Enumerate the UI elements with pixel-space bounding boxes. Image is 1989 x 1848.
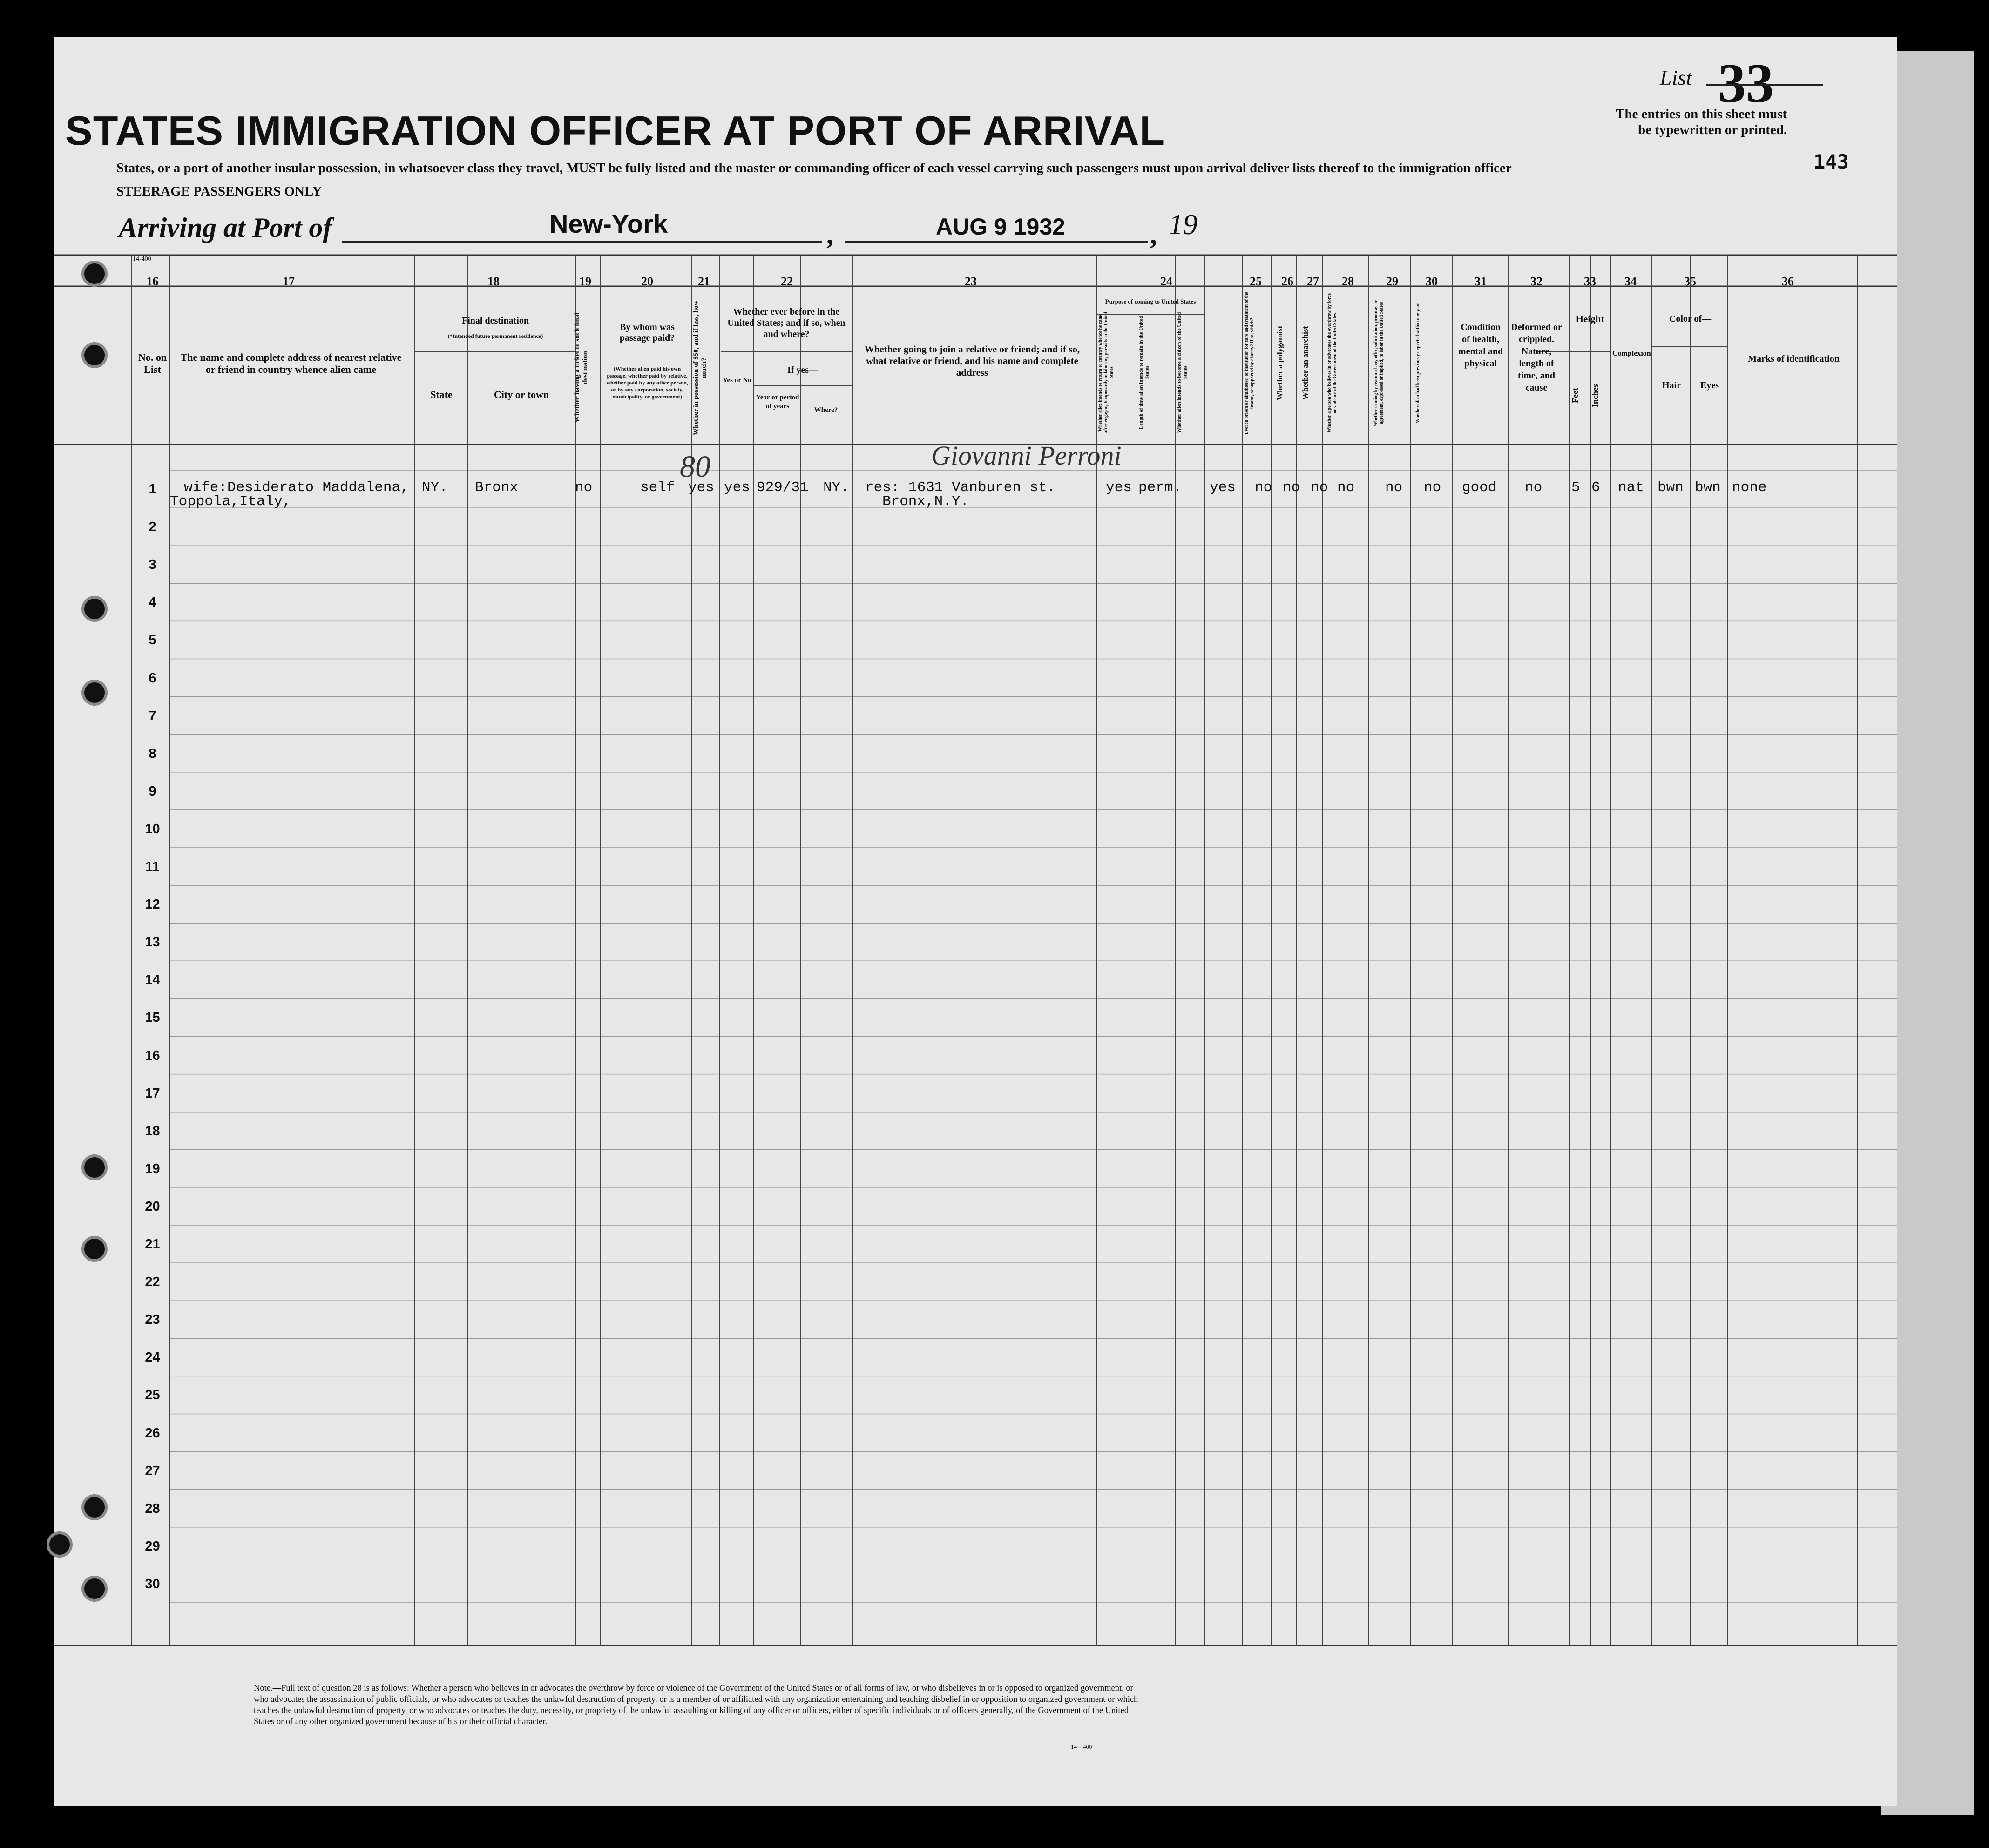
list-number: 33 [1718, 52, 1774, 114]
col-number-30: 30 [1426, 275, 1438, 288]
col-number-31: 31 [1475, 275, 1487, 288]
deformed-value: no [1525, 479, 1542, 496]
become-citizen-value: yes [1210, 479, 1236, 496]
row-number: 24 [145, 1350, 160, 1365]
page-title: STATES IMMIGRATION OFFICER AT PORT OF ARRIVAL [65, 108, 1165, 154]
col-number-16: 16 [146, 275, 159, 288]
col-number-28: 28 [1342, 275, 1354, 288]
row-number: 20 [145, 1199, 160, 1214]
entries-note-line2: be typewritten or printed. [1638, 122, 1787, 137]
header-become-citizen: Whether alien intends to become a citizen of the United States [1177, 312, 1188, 433]
header-final-destination-note: (*Intended future permanent residence) [447, 333, 543, 339]
complexion-value: nat [1618, 479, 1644, 496]
header-year: Year or period of years [756, 394, 799, 410]
year-prefix: 19 [1169, 209, 1197, 241]
hair-value: bwn [1658, 479, 1684, 496]
header-polygamist: Whether a polygamist [1275, 325, 1284, 401]
row-number: 27 [145, 1463, 160, 1478]
row-number: 8 [149, 746, 156, 761]
row-number: 26 [145, 1425, 160, 1441]
col-number-19: 19 [579, 275, 591, 288]
row-number: 13 [145, 935, 160, 950]
instructions-line: States, or a port of another insular possession, in whatsoever class they travel, MUST be fully listed and the master or commanding officer of each vessel carrying such passengers must upon arrival deliver lists thereof to the immigration officer [116, 161, 1512, 175]
header-return-country: Whether alien intends to return to country whence he came after engaging temporarily in laboring pursuits in the United States [1098, 312, 1114, 433]
joining-address: res: 1631 Vanburen st. [865, 479, 1056, 496]
entries-note-line1: The entries on this sheet must [1616, 107, 1787, 121]
destination-state: NY. [422, 479, 448, 496]
row-number: 4 [149, 595, 156, 610]
row-number: 12 [145, 897, 160, 912]
row-number: 21 [145, 1237, 160, 1252]
binder-hole [81, 1236, 108, 1262]
joining-handwritten-name: Giovanni Perroni [931, 440, 1122, 471]
row-number: 2 [149, 519, 156, 535]
binder-hole [81, 261, 108, 287]
paid-by-value: self [640, 479, 675, 496]
binder-hole [81, 680, 108, 706]
binder-hole [47, 1531, 73, 1558]
prison-value: no [1255, 479, 1272, 496]
header-color-of: Color of— [1669, 314, 1712, 324]
date-comma: , [1150, 219, 1157, 250]
labor-offer-value: no [1385, 479, 1403, 496]
return-country-value: yes [1106, 479, 1132, 496]
col-number-34: 34 [1624, 275, 1637, 288]
row-number: 14 [145, 972, 160, 988]
header-money: Whether in possession of $50, and if less, how much? [692, 300, 708, 435]
before-year-value: 929/31 [757, 479, 809, 496]
row-number: 25 [145, 1388, 160, 1403]
row-number: 23 [145, 1312, 160, 1328]
col-number-21: 21 [698, 275, 710, 288]
row-number: 3 [149, 557, 156, 573]
binder-hole [81, 1576, 108, 1602]
col-number-32: 32 [1530, 275, 1542, 288]
row-number: 28 [145, 1501, 160, 1516]
overthrow-value: no [1337, 479, 1355, 496]
port-comma: , [826, 219, 833, 250]
header-deformed: Deformed or crippled. Nature, length of time, and cause [1511, 322, 1562, 393]
row-number: 10 [145, 821, 160, 836]
col-number-27: 27 [1307, 275, 1319, 288]
relative-address: Toppola,Italy, [170, 493, 291, 510]
length-stay-value: perm. [1138, 479, 1182, 496]
header-overthrow: Whether a person who believes in or advocates the overthrow by force or violence of the Government of the United States [1327, 293, 1338, 433]
row-number: 29 [145, 1538, 160, 1554]
row-number: 22 [145, 1275, 160, 1290]
header-feet: Feet [1570, 388, 1580, 404]
joining-city: Bronx,N.Y. [882, 493, 969, 510]
anarchist-value: no [1311, 479, 1328, 496]
col-number-17: 17 [283, 275, 295, 288]
col-number-18: 18 [487, 275, 500, 288]
row-number: 18 [145, 1123, 160, 1139]
col-number-36: 36 [1782, 275, 1794, 288]
destination-city: Bronx [475, 479, 519, 496]
col-number-24: 24 [1160, 275, 1172, 288]
header-nearest-relative: The name and complete address of nearest relative or friend in country whence alien came [180, 351, 402, 375]
col-number-20: 20 [641, 275, 653, 288]
row-number: 6 [149, 670, 156, 686]
list-label: List [1660, 66, 1692, 89]
row-number: 17 [145, 1086, 160, 1101]
header-purpose: Purpose of coming to United States [1105, 298, 1196, 305]
header-complexion: Complexion [1612, 350, 1651, 357]
before-where-value: NY. [823, 479, 849, 496]
header-city: City or town [494, 389, 549, 400]
header-joining-relative: Whether going to join a relative or friend; and if so, what relative or friend, and his name and complete address [864, 344, 1080, 378]
row-number: 19 [145, 1161, 160, 1176]
header-final-destination: Final destination [462, 316, 529, 326]
header-eyes: Eyes [1700, 380, 1719, 391]
header-hair: Hair [1662, 380, 1681, 391]
header-length-stay: Length of time alien intends to remain in the United States [1138, 316, 1150, 429]
header-deported: Whether alien had been previously deported within one year [1415, 303, 1421, 423]
ticket-value: no [575, 479, 593, 496]
row-number: 9 [149, 783, 156, 799]
header-health: Condition of health, mental and physical [1458, 322, 1503, 369]
steerage-label: STEERAGE PASSENGERS ONLY [116, 184, 322, 199]
eyes-value: bwn [1695, 479, 1721, 496]
polygamist-value: no [1283, 479, 1300, 496]
row-number: 1 [149, 482, 156, 497]
relative-name: wife:Desiderato Maddalena, [184, 479, 409, 496]
col-number-29: 29 [1386, 275, 1398, 288]
header-state: State [430, 389, 453, 400]
money-value: yes [688, 479, 714, 496]
header-prison: Ever in prison or almshouse, or institution for care and treatment of the insane, or supported by charity? If so, which? [1244, 292, 1255, 434]
arriving-label: Arriving at Port of [119, 212, 332, 243]
header-where: Where? [814, 406, 838, 414]
header-yes-or-no: Yes or No [723, 377, 751, 384]
header-height: Height [1576, 313, 1604, 324]
marks-value: none [1732, 479, 1767, 496]
col-number-33: 33 [1584, 275, 1596, 288]
health-value: good [1462, 479, 1497, 496]
header-inches: Inches [1590, 384, 1600, 408]
money-handwritten: 80 [680, 450, 710, 484]
header-no-on-list: No. on List [138, 351, 167, 375]
row-number: 7 [149, 708, 156, 723]
row-number: 11 [145, 859, 160, 874]
col-number-23: 23 [965, 275, 977, 288]
col-number-25: 25 [1250, 275, 1262, 288]
inches-value: 6 [1591, 479, 1600, 496]
deported-value: no [1424, 479, 1441, 496]
col-number-22: 22 [781, 275, 793, 288]
row-number: 5 [149, 633, 156, 648]
port-value: New-York [549, 209, 668, 238]
header-labor-offer: Whether coming by reason of any offer, solicitation, promise, or agreement, expressed or implied, to labor in the United States [1373, 300, 1384, 426]
col-number-26: 26 [1281, 275, 1293, 288]
binder-hole [81, 342, 108, 368]
header-passage-paid-note: (Whether alien paid his own passage, whether paid by relative, whether paid by any other person, or by any corporation, society, municipality, or government) [606, 365, 688, 400]
header-marks: Marks of identification [1748, 354, 1840, 364]
form-code: 14-400 [133, 256, 151, 263]
before-yes-value: yes [724, 479, 750, 496]
row-number: 16 [145, 1048, 160, 1063]
footnote: Note.—Full text of question 28 is as follows: Whether a person who believes in or advocates the overthrow by force or violence of the Government of the United States or of all forms of law, or who disbelieves in or is opposed to organized government, or who advocates the assassination of public officials, or who advocates or teaches the unlawful destruction of property, or is a member of or affiliated with any organization entertaining and teaching disbelief in or opposition to organized government or which teaches the unlawful destruction of property, or who advocates or teaches the duty, necessity, or propriety of the unlawful assaulting or killing of any officer or officers, either of specific individuals or of officers generally, of the Government of the United States or of any other organized government because of his or their official character. [254, 1684, 1138, 1727]
header-ever-before: Whether ever before in the United States; and if so, when and where? [727, 307, 846, 339]
footnote-code: 14—400 [1071, 1743, 1092, 1750]
col-number-35: 35 [1684, 275, 1696, 288]
binder-hole [81, 1154, 108, 1180]
header-if-yes: If yes— [787, 365, 819, 375]
row-number: 30 [145, 1576, 160, 1592]
binder-hole [81, 1494, 108, 1520]
header-anarchist: Whether an anarchist [1301, 326, 1310, 400]
row-number: 15 [145, 1010, 160, 1025]
arrival-date: AUG 9 1932 [936, 214, 1065, 240]
sheet-number: 143 [1813, 150, 1849, 173]
binder-hole [81, 596, 108, 622]
feet-value: 5 [1571, 479, 1580, 496]
header-passage-paid: By whom was passage paid? [619, 322, 675, 343]
header-ticket: Whether having a ticket to such final destination [574, 312, 589, 423]
